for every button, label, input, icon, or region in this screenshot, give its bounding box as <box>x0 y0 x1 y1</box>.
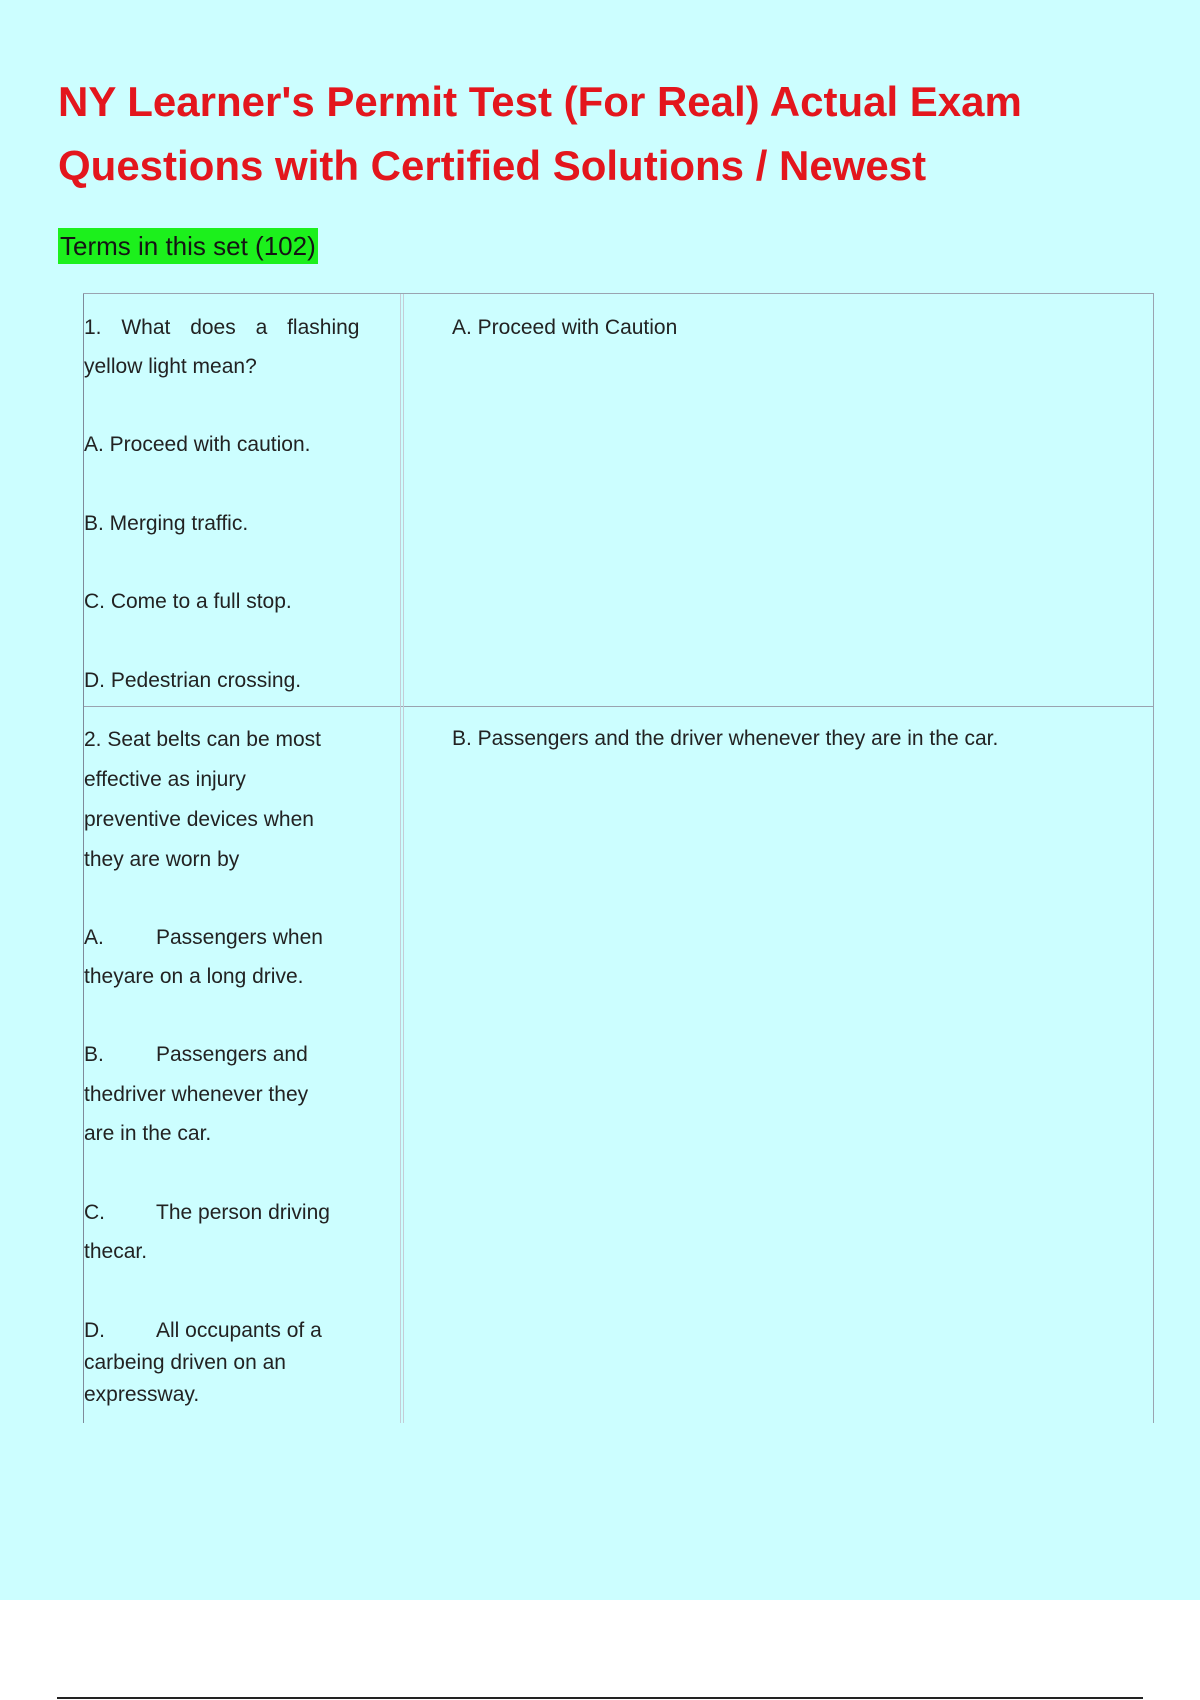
option-c: C. Come to a full stop. <box>84 590 292 613</box>
option-c <box>84 1193 374 1232</box>
question-text: 1. What does a flashing <box>84 316 360 339</box>
option-a <box>84 918 374 957</box>
option-label: B. <box>84 1043 104 1066</box>
question-text: preventive devices when <box>84 808 314 831</box>
option-text: Passengers when <box>156 926 323 949</box>
table-row <box>83 293 1154 707</box>
question-text: effective as injury <box>84 768 246 791</box>
option-b <box>84 1035 374 1074</box>
question-cell <box>83 294 401 706</box>
question-text: they are worn by <box>84 848 240 871</box>
terms-table <box>83 293 1154 1423</box>
question-cell <box>83 705 401 1423</box>
terms-count-badge: Terms in this set (102) <box>58 228 318 264</box>
option-text: The person driving <box>156 1201 330 1224</box>
answer-cell <box>403 294 1154 706</box>
option-text: are in the car. <box>84 1122 212 1145</box>
option-text: expressway. <box>84 1383 200 1406</box>
option-d: D. Pedestrian crossing. <box>84 669 302 692</box>
option-text: Passengers and <box>156 1043 308 1066</box>
option-a: A. Proceed with caution. <box>84 433 311 456</box>
option-text: theyare on a long drive. <box>84 965 304 988</box>
answer-cell <box>403 705 1154 1423</box>
document-title: NY Learner's Permit Test (For Real) Actual Exam Questions with Certified Solutions / Newest <box>58 78 1022 189</box>
option-text: thecar. <box>84 1240 148 1263</box>
option-label: A. <box>84 926 104 949</box>
option-b: B. Merging traffic. <box>84 512 249 535</box>
answer-text: A. Proceed with Caution <box>452 316 678 339</box>
footer-divider <box>57 1697 1143 1699</box>
option-text: All occupants of a <box>156 1319 322 1342</box>
question-text: 2. Seat belts can be most <box>84 728 321 751</box>
answer-text: B. Passengers and the driver whenever they are in the car. <box>452 727 999 750</box>
option-label: D. <box>84 1319 105 1342</box>
table-row <box>83 705 1154 1423</box>
option-text: thedriver whenever they <box>84 1083 309 1106</box>
question-text: yellow light mean? <box>84 355 257 378</box>
option-text: carbeing driven on an <box>84 1351 286 1374</box>
option-label: C. <box>84 1201 105 1224</box>
